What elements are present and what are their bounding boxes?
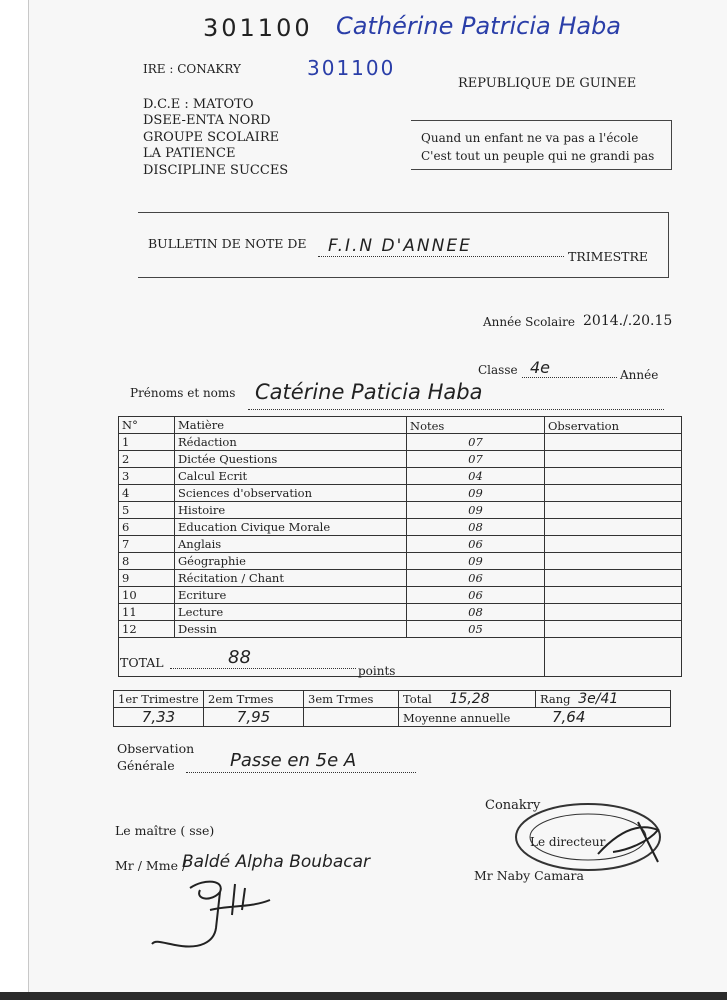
row-note: 09	[407, 502, 545, 519]
moyenne-label: Moyenne annuelle	[403, 711, 511, 725]
total-suffix: points	[358, 664, 396, 678]
quote-box	[411, 120, 672, 170]
row-number: 11	[119, 604, 175, 621]
summary-values-row	[114, 708, 671, 727]
row-number: 8	[119, 553, 175, 570]
row-note: 06	[407, 587, 545, 604]
summary-table	[113, 690, 671, 727]
row-number: 7	[119, 536, 175, 553]
row-observation	[545, 587, 682, 604]
school-year-label: Année Scolaire	[483, 315, 575, 329]
row-subject: Lecture	[175, 604, 407, 621]
row-subject: Ecriture	[175, 587, 407, 604]
observation-label-2: Générale	[117, 758, 175, 773]
trimester-3-value	[304, 708, 399, 727]
row-number: 10	[119, 587, 175, 604]
header-number: N°	[119, 417, 175, 434]
teacher-name: Baldé Alpha Boubacar	[182, 852, 370, 872]
ire-label: IRE : CONAKRY	[143, 62, 241, 76]
handwritten-id-number-2: 301100	[307, 56, 396, 80]
row-observation	[545, 604, 682, 621]
total-summary-cell	[399, 691, 536, 708]
student-name-value: Catérine Paticia Haba	[255, 380, 483, 404]
row-note: 09	[407, 485, 545, 502]
header-notes: Notes	[407, 417, 545, 434]
row-subject: Récitation / Chant	[175, 570, 407, 587]
row-note: 08	[407, 604, 545, 621]
bulletin-period: F.I.N D'ANNEE	[328, 236, 472, 256]
rang-cell	[536, 691, 671, 708]
row-observation	[545, 536, 682, 553]
total-summary-label: Total	[403, 692, 432, 706]
school-motto: DISCIPLINE SUCCES	[143, 163, 289, 178]
table-row	[119, 451, 682, 468]
total-observation-cell	[545, 638, 682, 677]
observation-value: Passe en 5e A	[230, 750, 357, 771]
quote-line-2: C'est tout un peuple qui ne grandi pas	[421, 149, 655, 163]
trimester-2-value: 7,95	[204, 708, 304, 727]
place-label: Conakry	[485, 798, 541, 813]
class-value: 4e	[530, 358, 551, 377]
table-row	[119, 434, 682, 451]
row-note: 07	[407, 451, 545, 468]
row-note: 04	[407, 468, 545, 485]
mr-mme-label: Mr / Mme /	[115, 858, 187, 873]
dce-label: D.C.E : MATOTO	[143, 97, 254, 112]
handwritten-full-name: Cathérine Patricia Haba	[336, 12, 622, 40]
row-subject: Dictée Questions	[175, 451, 407, 468]
row-observation	[545, 451, 682, 468]
row-note: 09	[407, 553, 545, 570]
table-row	[119, 621, 682, 638]
trimester-1-label: 1er Trimestre	[114, 691, 204, 708]
table-row	[119, 468, 682, 485]
bulletin-dotted-line	[318, 256, 564, 257]
header-observation: Observation	[545, 417, 682, 434]
dsee-label: DSEE-ENTA NORD	[143, 113, 271, 128]
page-edge	[28, 0, 29, 1000]
header-subject: Matière	[175, 417, 407, 434]
student-name-dotted-line	[248, 409, 664, 410]
total-value: 88	[228, 647, 251, 668]
total-row	[119, 638, 682, 677]
row-number: 3	[119, 468, 175, 485]
director-label: Le directeur	[530, 835, 606, 849]
school-stamp	[508, 792, 678, 882]
table-row	[119, 502, 682, 519]
row-number: 5	[119, 502, 175, 519]
school-year-value: 2014./.20.15	[583, 313, 673, 329]
table-row	[119, 587, 682, 604]
row-number: 6	[119, 519, 175, 536]
school-name: LA PATIENCE	[143, 146, 236, 161]
row-note: 06	[407, 570, 545, 587]
row-subject: Sciences d'observation	[175, 485, 407, 502]
handwritten-id-number: 301100	[203, 14, 313, 42]
row-observation	[545, 570, 682, 587]
row-observation	[545, 519, 682, 536]
row-subject: Dessin	[175, 621, 407, 638]
table-row	[119, 604, 682, 621]
grades-header-row	[119, 417, 682, 434]
row-number: 9	[119, 570, 175, 587]
row-subject: Rédaction	[175, 434, 407, 451]
bulletin-label: BULLETIN DE NOTE DE	[148, 236, 307, 251]
quote-line-1: Quand un enfant ne va pas a l'école	[421, 131, 639, 145]
total-cell	[119, 638, 545, 677]
row-subject: Histoire	[175, 502, 407, 519]
rang-label: Rang	[540, 692, 571, 706]
row-observation	[545, 553, 682, 570]
row-observation	[545, 502, 682, 519]
row-observation	[545, 434, 682, 451]
total-dotted-line	[170, 668, 356, 669]
rang-value: 3e/41	[578, 691, 619, 707]
trimester-3-label: 3em Trmes	[304, 691, 399, 708]
row-note: 08	[407, 519, 545, 536]
groupe-label: GROUPE SCOLAIRE	[143, 130, 280, 145]
row-subject: Calcul Ecrit	[175, 468, 407, 485]
table-row	[119, 485, 682, 502]
bulletin-suffix: TRIMESTRE	[568, 249, 649, 264]
row-note: 07	[407, 434, 545, 451]
summary-labels-row	[114, 691, 671, 708]
table-row	[119, 553, 682, 570]
row-number: 2	[119, 451, 175, 468]
class-label: Classe	[478, 363, 518, 377]
observation-dotted-line	[186, 772, 416, 773]
teacher-signature	[150, 870, 280, 955]
row-number: 12	[119, 621, 175, 638]
row-subject: Anglais	[175, 536, 407, 553]
table-row	[119, 570, 682, 587]
row-observation	[545, 468, 682, 485]
row-subject: Education Civique Morale	[175, 519, 407, 536]
row-number: 1	[119, 434, 175, 451]
student-name-label: Prénoms et noms	[130, 386, 236, 400]
row-note: 06	[407, 536, 545, 553]
teacher-label: Le maître ( sse)	[115, 823, 215, 838]
total-summary-value: 15,28	[449, 691, 490, 707]
moyenne-cell	[399, 708, 671, 727]
row-number: 4	[119, 485, 175, 502]
observation-label-1: Observation	[117, 741, 195, 756]
class-dotted-line	[522, 377, 617, 378]
row-observation	[545, 621, 682, 638]
total-label: TOTAL	[120, 655, 164, 670]
trimester-1-value: 7,33	[114, 708, 204, 727]
row-note: 05	[407, 621, 545, 638]
moyenne-value: 7,64	[551, 708, 586, 726]
class-suffix: Année	[620, 368, 659, 382]
table-row	[119, 536, 682, 553]
director-name: Mr Naby Camara	[474, 868, 584, 883]
trimester-2-label: 2em Trmes	[204, 691, 304, 708]
row-subject: Géographie	[175, 553, 407, 570]
grades-table	[118, 416, 682, 677]
table-row	[119, 519, 682, 536]
scan-bottom-edge	[0, 992, 727, 1000]
republic-label: REPUBLIQUE DE GUINEE	[458, 76, 637, 91]
row-observation	[545, 485, 682, 502]
